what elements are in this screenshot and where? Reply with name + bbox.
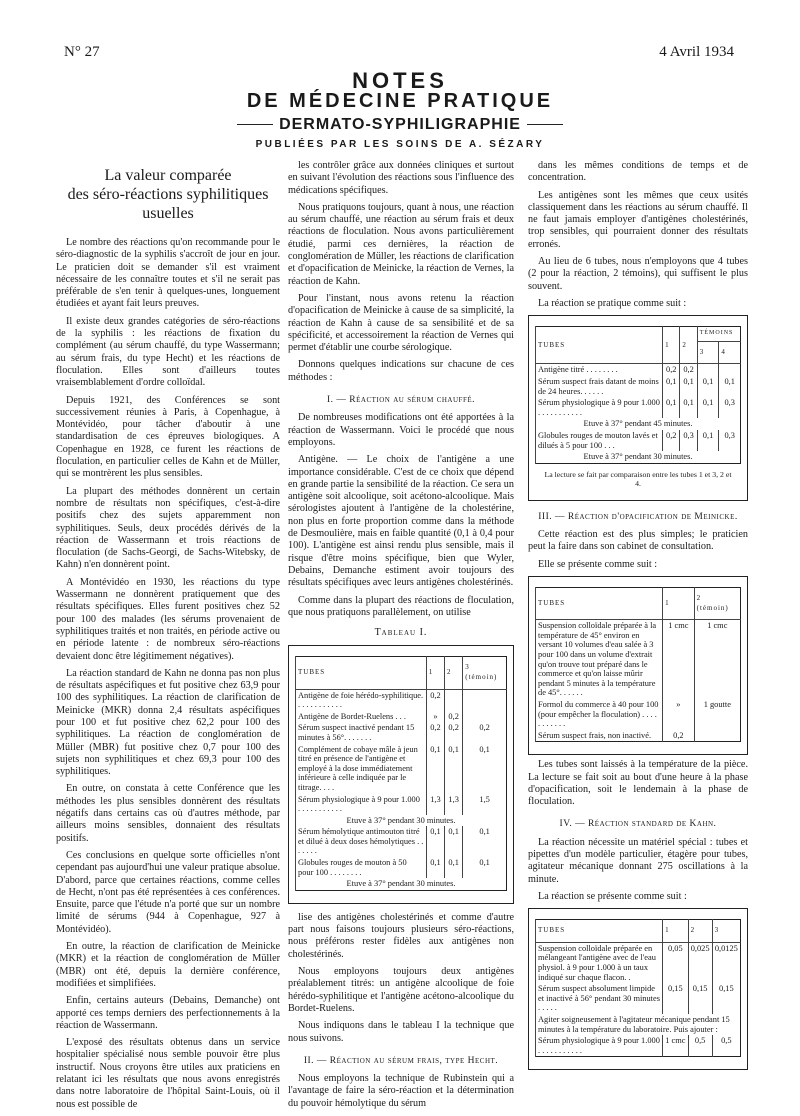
table-header-cell: TUBES <box>296 657 427 689</box>
table-row <box>296 857 507 878</box>
column-middle <box>288 160 514 1115</box>
table2-frame <box>528 315 748 501</box>
table-cell: 0,0125 <box>712 942 740 983</box>
table-cell: 0,1 <box>426 744 444 794</box>
sec1-paragraphs <box>288 412 514 619</box>
table-cell: 0,3 <box>680 430 697 451</box>
table-cell: Sérum suspect inactivé pendant 15 minutes à 56°. . . . . . . <box>296 722 427 743</box>
table-cell: Sérum hémolytique antimouton titré et dilué à deux doses hémolytiques . . . . . . . <box>296 826 427 857</box>
table-cell: 0,3 <box>719 430 741 451</box>
mid-top-paragraphs <box>288 160 514 384</box>
paragraph: Depuis 1921, des Conférences se sont successivement réunies à Paris, à Copenhague, à Montévidéo, pour tâcher d'aboutir à une standardisation de ces épreuves biologiques. A Copenhague en 1928, ce furent les réactions de floculation, en particulier celles de Kahn et de Müller, qui se montrèrent les plus sensibles. <box>56 394 280 480</box>
paragraph: En outre, la réaction de clarification de Meinicke (MKR) et la réaction de conglomération de Müller (MBR) ont été, depuis la dernière conférence, modifiées et simplifiées. <box>56 941 280 989</box>
table-cell: 0,2 <box>426 722 444 743</box>
table-cell <box>719 364 741 376</box>
table1 <box>295 656 507 890</box>
paragraph: Il existe deux grandes catégories de séro-réactions de la syphilis : les réactions de fixation du complément (au sérum chauffé, du type Wassermann; au sérum frais, du type Hecht) et les réactions de floculation. Elles sont d'ailleurs toutes vraisemblablement d'ordre colloïdal. <box>56 315 280 389</box>
table-row <box>536 1014 741 1035</box>
table-cell: Sérum suspect frais datant de moins de 24 heures. . . . . . <box>536 376 663 397</box>
table-header-cell: TUBES <box>536 920 663 943</box>
table-header-cell: 3 (témoin) <box>463 657 507 689</box>
table-header-cell: 1 <box>663 587 695 619</box>
table-header-cell: 2 <box>445 657 463 689</box>
section4-heading: IV. — Réaction standard de Kahn. <box>559 819 717 830</box>
table-row <box>296 794 507 815</box>
table4-frame <box>528 908 748 1070</box>
paragraph: les contrôler grâce aux données cliniques et surtout en suivant l'évolution des réactions sous l'influence des médications spécifiques. <box>288 160 514 196</box>
table-row <box>536 1035 741 1057</box>
paragraph: La réaction standard de Kahn ne donna pas non plus de résultats aspécifiques et fut positive chez 63,9 pour 100 des syphilitiques. La réaction de clarification de Meinicke (MKR) donna 2,4 résultats aspécifiques pour 100 et fut positive chez 62,2 pour 100 des syphilitiques. La réaction de conglomération de Müller (MBR) fut positive chez 0,7 pour 100 des sujets non syphilitiques et chez 69,3 pour 100 des syphilitiques. <box>56 667 280 778</box>
table-cell: Suspension colloïdale préparée à la température de 45° environ en versant 10 volumes d'eau salée à 3 pour 100 dans un volume d'extrait qu'on trouve tout préparé dans le commerce et qu'on laisse mûrir pendant 5 minutes à la température de 45°. . . . . . <box>536 620 663 699</box>
table-header-cell: TUBES <box>536 587 663 619</box>
section-title-text: DERMATO-SYPHILIGRAPHIE <box>279 116 521 133</box>
paragraph: L'exposé des résultats obtenus dans un service hospitalier spécialisé nous semble pouvoir être plus instructif. Nous croyons être utiles aux praticiens en relatant ici les résultats que nous avons enregistrés dans notre laboratoire de l'hôpital Saint-Louis, où il nous est possible de <box>56 1037 280 1110</box>
table-cell: 0,15 <box>663 983 688 1014</box>
table-cell <box>694 730 740 742</box>
paragraph: Le nombre des réactions qu'on recommande pour le séro-diagnostic de la syphilis s'accroît de jour en jour. Le praticien doit se demander s'il est vraiment nécessaire de les connaître toutes et s'il ne serait pas préférable de s'en tenir à quelques-unes, longuement étudiées et ayant fait leurs preuves. <box>56 237 280 310</box>
table-cell: 1 cmc <box>663 620 695 699</box>
table-cell: 0,1 <box>719 376 741 397</box>
paragraph: Les antigènes sont les mêmes que ceux usités classiquement dans les réactions au sérum chauffé. Il ne faut jamais employer d'antigènes cholestérinés, trop sensibles, qui pourraient donner des résultats erronés. <box>528 189 748 250</box>
table-cell: Globules rouges de mouton à 50 pour 100 . . . . . . . . <box>296 857 427 878</box>
table-row <box>296 826 507 857</box>
table-row <box>296 722 507 743</box>
table-cell: Antigène de Bordet-Ruelens . . . <box>296 711 427 723</box>
sec2-paragraphs <box>288 1073 514 1110</box>
left-paragraphs <box>56 237 280 1111</box>
editor-line: PUBLIÉES PAR LES SOINS DE A. SÉZARY <box>255 139 545 150</box>
table1-title: Tableau I. <box>374 627 428 639</box>
paragraph: Antigène. — Le choix de l'antigène a une importance considérable. C'est de ce choix que dépend en grande partie la sensibilité de la réaction. Ce sera un antigène soit alcoolique, soit acétono-alcoolique. Mais sérologistes ajoutent à l'antigène de la cholestérine, non plus en forte proportion comme dans la méthode de Desmoulière, mais en faible quantité (0,1 à 0,4 pour 100). L'antigène est ainsi rendu plus sensible, mais il risque d'être moins spécifique, bien que Wyler, Debains, Demanche estiment avoir toujours des résultats spécifiques avec leurs antigènes cholestérinés. <box>288 454 514 589</box>
table-row <box>536 983 741 1014</box>
table2-note: La lecture se fait par comparaison entre les tubes 1 et 3, 2 et 4. <box>544 469 732 488</box>
table-cell: 0,2 <box>663 430 680 451</box>
table-header-cell: 3 <box>712 920 740 943</box>
table-cell: 0,1 <box>463 826 507 857</box>
table-header-cell: 2 (témoin) <box>694 587 740 619</box>
table-cell: 0,3 <box>719 397 741 418</box>
table-header-cell: 1 <box>663 327 680 364</box>
table-header-row <box>296 657 507 689</box>
table-cell: Agiter soigneusement à l'agitateur mécanique pendant 15 minutes à la température du laboratoire. Puis ajouter : <box>536 1014 741 1035</box>
issue-date: 4 Avril 1934 <box>659 44 734 60</box>
table3 <box>535 587 741 742</box>
paragraph: Au lieu de 6 tubes, nous n'employons que 4 tubes (2 pour la réaction, 2 témoins), qui suffisent le plus souvent. <box>528 256 748 292</box>
sec4-paragraphs <box>528 837 748 903</box>
table-cell: 0,5 <box>712 1035 740 1057</box>
rule-right <box>527 124 563 125</box>
paragraph: De nombreuses modifications ont été apportées à la réaction de Wassermann. Voici le procédé que nous employons. <box>288 412 514 448</box>
paragraph: Cette réaction est des plus simples; le praticien peut la faire dans son cabinet de consultation. <box>528 529 748 553</box>
table-cell: Etuve à 37° pendant 30 minutes. <box>296 878 507 890</box>
table-cell: Globules rouges de mouton lavés et dilués à 5 pour 100 . . . <box>536 430 663 451</box>
table-cell: Etuve à 37° pendant 45 minutes. <box>536 418 741 430</box>
table3-frame <box>528 576 748 755</box>
table-row <box>536 451 741 463</box>
table-cell: 0,1 <box>445 857 463 878</box>
table-cell: 1 cmc <box>694 620 740 699</box>
table-cell: 0,025 <box>688 942 712 983</box>
table-cell: 0,5 <box>688 1035 712 1057</box>
table-cell: 1 goutte <box>694 699 740 730</box>
table-cell: 0,1 <box>663 397 680 418</box>
table-cell: 0,2 <box>445 711 463 723</box>
article-title-line2: des séro-réactions syphilitiques usuelles <box>67 186 269 222</box>
section3-heading: III. — Réaction d'opacification de Meinicke. <box>538 511 738 522</box>
paragraph: Enfin, certains auteurs (Debains, Demanche) ont apporté ces temps derniers des perfectionnements à la réaction de Wassermann. <box>56 995 280 1031</box>
table-cell: » <box>426 711 444 723</box>
right-top-paragraphs <box>528 160 748 310</box>
table-header-cell: 3 <box>697 341 719 364</box>
table2 <box>535 326 741 464</box>
table-cell: 1 cmc <box>663 1035 688 1057</box>
table-cell: Etuve à 37° pendant 30 minutes. <box>296 815 507 827</box>
paragraph: Nous pratiquons toujours, quant à nous, une réaction au sérum chauffé, une réaction au sérum frais et deux réactions de floculation. Nous avons particulièrement étudié, parmi ces dernières, la réaction de conglomération de Müller, les réactions de clarification et d'opacification de Meinicke, la réaction de Vernes, la réaction de Kahn. <box>288 201 514 287</box>
table-cell: Formol du commerce à 40 pour 100 (pour empêcher la floculation) . . . . . . . . . . . <box>536 699 663 730</box>
table-cell: 0,1 <box>426 857 444 878</box>
table-cell: » <box>663 699 695 730</box>
table-row <box>536 418 741 430</box>
table-header-row <box>536 920 741 943</box>
table-header-cell: TUBES <box>536 327 663 364</box>
section1-heading: I. — Réaction au sérum chauffé. <box>327 395 475 406</box>
paragraph: Elle se présente comme suit : <box>538 558 658 570</box>
article-title <box>56 166 280 223</box>
table-cell: 0,2 <box>663 364 680 376</box>
table-header-cell: 2 <box>688 920 712 943</box>
journal-subtitle: DE MÉDECINE PRATIQUE <box>246 90 554 112</box>
table-cell: 0,1 <box>697 376 719 397</box>
table-cell: Etuve à 37° pendant 30 minutes. <box>536 451 741 463</box>
table-cell: Antigène titré . . . . . . . . <box>536 364 663 376</box>
table-cell: Sérum suspect absolument limpide et inactivé à 56° pendant 30 minutes . . . . . <box>536 983 663 1014</box>
table-header-cell: 1 <box>426 657 444 689</box>
paragraph: La réaction nécessite un matériel spécial : tubes et pipettes d'un modèle particulier, étagère pour tubes, agitateur mécanique donnant 275 oscillations à la minute. <box>528 836 748 885</box>
paragraph: La réaction se pratique comme suit : <box>538 297 687 309</box>
table-row <box>296 878 507 890</box>
table-row <box>536 620 741 699</box>
column-left <box>56 160 280 1116</box>
table-cell: 0,1 <box>445 744 463 794</box>
paragraph: Comme dans la plupart des réactions de floculation, que nous pratiquons parallèlement, on utilise <box>288 594 514 618</box>
table-cell <box>463 711 507 723</box>
table-cell: 0,1 <box>680 376 697 397</box>
table-cell: 0,05 <box>663 942 688 983</box>
table-header-cell: 1 <box>663 920 688 943</box>
paragraph: Pour l'instant, nous avons retenu la réaction d'opacification de Meinicke à cause de sa simplicité, la réaction de Kahn à cause de sa sensibilité et de sa spécificité, et accessoirement la réaction de Vernes qui permet d'établir une courbe sérologique. <box>288 292 514 354</box>
table4 <box>535 919 741 1057</box>
journal-title: NOTES <box>352 68 448 93</box>
table-row <box>536 699 741 730</box>
paragraph: La plupart des méthodes donnèrent un certain nombre de résultats non spécifiques, c'est-à-dire positifs chez des sujets apparemment non syphilitiques. Seuls, deux procédés dérivés de la réaction de Wassermann et trois réactions de floculation (de Sachs-Georgi, de Sachs-Witebsky, de Kahn) n'en donnèrent point. <box>56 485 280 571</box>
paragraph: dans les mêmes conditions de temps et de concentration. <box>528 160 748 184</box>
paragraph: Les tubes sont laissés à la température de la pièce. La lecture se fait soit au bout d'une heure à la phase d'opacification, soit le lendemain à la phase de floculation. <box>528 759 748 808</box>
mid-bottom-paragraphs <box>288 912 514 1045</box>
table-cell: 0,1 <box>463 744 507 794</box>
paragraph: En outre, on constata à cette Conférence que les méthodes les plus sensibles donnèrent des résultats négatifs dans certains cas où d'autres méthode, par ailleurs moins sensibles, donnaient des résultats positifs. <box>56 783 280 844</box>
paragraph: lise des antigènes cholestérinés et comme d'autre part nous faisons toujours plusieurs séro-réactions, nous préférons rester fidèles aux antigènes non cholestérinés. <box>288 911 514 960</box>
table-row <box>536 397 741 418</box>
table-row <box>536 730 741 742</box>
table-cell: 0,1 <box>697 430 719 451</box>
table-row <box>296 815 507 827</box>
table-cell: Sérum physiologique à 9 pour 1.000 . . . . . . . . . . . <box>536 1035 663 1057</box>
table-cell: 0,2 <box>680 364 697 376</box>
section-title <box>0 116 800 134</box>
table-cell: 0,15 <box>688 983 712 1014</box>
table-header-row <box>536 587 741 619</box>
table-cell <box>697 364 719 376</box>
paragraph: Nous employons la technique de Rubinstein qui a l'avantage de faire la séro-réaction et la détermination du pouvoir hémolytique du sérum <box>288 1073 514 1109</box>
table-cell: 1,3 <box>426 794 444 815</box>
table-cell: Sérum physiologique à 9 pour 1.000 . . . . . . . . . . . <box>536 397 663 418</box>
table-row <box>296 711 507 723</box>
paragraph: Donnons quelques indications sur chacune de ces méthodes : <box>288 359 514 383</box>
table-header-cell: 2 <box>680 327 697 364</box>
section2-heading: II. — Réaction au sérum frais, type Hecht. <box>303 1055 499 1066</box>
table-cell: Sérum suspect frais, non inactivé. <box>536 730 663 742</box>
table-cell: 0,15 <box>712 983 740 1014</box>
table-row <box>296 744 507 794</box>
table-cell: Complément de cobaye mâle à jeun titré en présence de l'antigène et employé à la dose immédiatement inférieure à celle indiquée par le titrage. . . . <box>296 744 427 794</box>
article-title-line1: La valeur comparée <box>104 167 232 184</box>
table-cell: 0,2 <box>463 722 507 743</box>
table-header-cell: 4 <box>719 341 741 364</box>
sec3-after-paragraphs <box>528 759 748 808</box>
table-row <box>536 430 741 451</box>
sec3-paragraphs <box>528 529 748 571</box>
table-row <box>536 364 741 376</box>
paragraph: Nous employons toujours deux antigènes préalablement titrés: un antigène alcoolique de foie hérédo-syphilitique et l'antigène acétono-alcoolique du Bordet-Ruelens. <box>288 966 514 1014</box>
paragraph: Nous indiquons dans le tableau I la technique que nous suivons. <box>288 1020 514 1044</box>
table-cell: 0,1 <box>445 826 463 857</box>
table1-frame <box>288 645 514 903</box>
table-cell: 0,1 <box>680 397 697 418</box>
table-cell: 0,2 <box>445 722 463 743</box>
table-cell: Sérum physiologique à 9 pour 1.000 . . . . . . . . . . . <box>296 794 427 815</box>
paragraph: La réaction se présente comme suit : <box>538 890 687 902</box>
table-header-cell: TÉMOINS <box>697 327 740 342</box>
table-cell: 0,1 <box>663 376 680 397</box>
table-cell: 0,2 <box>663 730 695 742</box>
table-header-row <box>536 327 741 342</box>
table-cell <box>463 689 507 711</box>
rule-left <box>237 124 273 125</box>
table-cell: 0,1 <box>426 826 444 857</box>
table-cell: Suspension colloïdale préparée en mélangeant l'antigène avec de l'eau physiol. à 9 pour 1.000 à un taux indiqué sur chaque flacon. . <box>536 942 663 983</box>
table-cell: 1,3 <box>445 794 463 815</box>
table-row <box>536 376 741 397</box>
table-row <box>536 942 741 983</box>
issue-number: N° 27 <box>64 44 100 60</box>
paragraph: Ces conclusions en quelque sorte officielles n'ont cependant pas aujourd'hui une valeur pratique absolue. D'abord, parce que certaines réactions, comme celles de Hecht, n'ont pas été représentées à ces conférences. Ensuite, parce que l'étude n'a porté que sur un nombre limité de sérums (944 à Copenhague, 927 à Montévidéo). <box>56 849 280 935</box>
table-cell: 1,5 <box>463 794 507 815</box>
table-cell: Antigène de foie hérédo-syphilitique. . . . . . . . . . . . <box>296 689 427 711</box>
table-cell: 0,1 <box>463 857 507 878</box>
column-right <box>528 160 748 1074</box>
paragraph: A Montévidéo en 1930, les réactions du type Wassermann ne donnèrent pratiquement que des résultats spécifiques. Elles furent positives chez 52 pour 100 des malades (les sérums provenaient de syphilitiques traités et non traités, en période active ou en période latente : de nombreux séro-réactions devaient donc être légitimement négatives). <box>56 576 280 662</box>
table-cell <box>445 689 463 711</box>
table-cell: 0,2 <box>426 689 444 711</box>
table-row <box>296 689 507 711</box>
table-cell: 0,1 <box>697 397 719 418</box>
